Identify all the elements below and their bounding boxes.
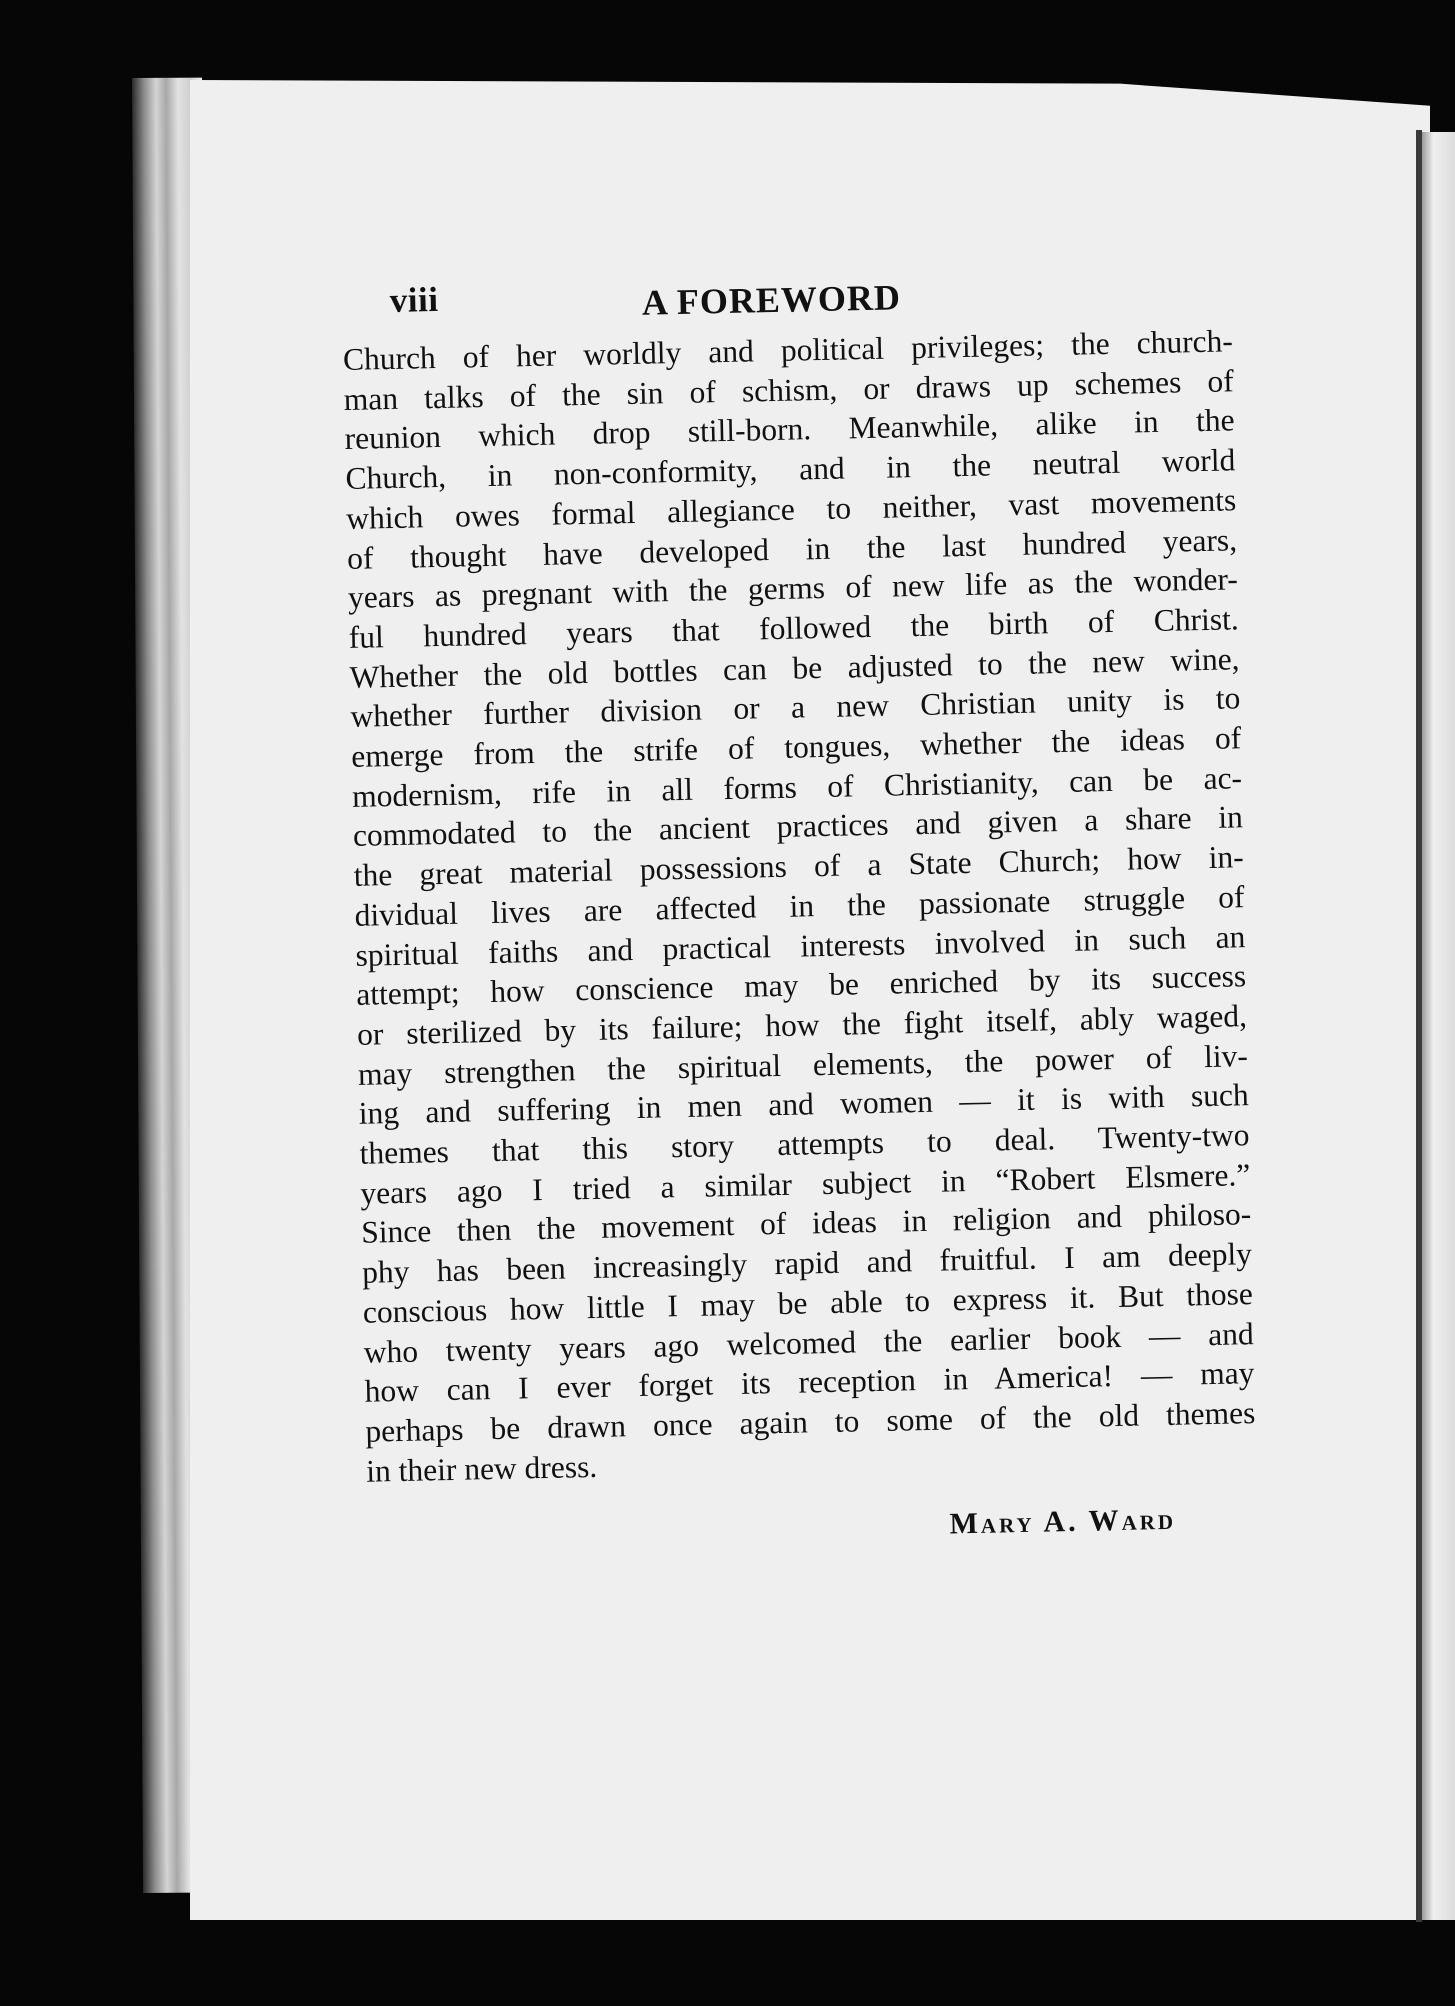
text-line: in their new dress. [365, 1448, 598, 1489]
text-line: modernism, rife in all forms of Christianity, can be ac- [351, 759, 1243, 814]
text-line: dividual lives are affected in the passionate struggle of [354, 879, 1245, 933]
text-line: who twenty years ago welcomed the earlier book — and [363, 1315, 1254, 1370]
text-line: man talks of the sin of schism, or draws up schemes of [343, 363, 1235, 417]
text-line: years as pregnant with the germs of new life as the wonder- [347, 561, 1239, 616]
text-line: spiritual faiths and practical interests involved in such an [355, 918, 1246, 973]
running-title: A FOREWORD [641, 277, 902, 323]
text-line: phy has been increasingly rapid and fruitful. I am deeply [361, 1236, 1253, 1290]
text-line: whether further division or a new Christian unity is to [350, 680, 1241, 735]
author-signature: Mary A. Ward [949, 1503, 1177, 1541]
text-line: how can I ever forget its reception in America! — may [364, 1355, 1255, 1410]
text-line: Church, in non-conformity, and in the neutral world [345, 442, 1236, 497]
foreword-body [343, 321, 1257, 1491]
text-line: may strengthen the spiritual elements, the power of liv- [357, 1037, 1249, 1092]
text-line: which owes formal allegiance to neither, vast movements [345, 482, 1237, 536]
adjacent-page-edge [1422, 132, 1455, 1920]
text-line: years ago I tried a similar subject in “Robert Elsmere.” [360, 1156, 1251, 1211]
text-line: Whether the old bottles can be adjusted to the new wine, [349, 640, 1240, 695]
text-line: ful hundred years that followed the birth of Christ. [348, 601, 1239, 655]
text-line: or sterilized by its failure; how the fight itself, ably waged, [356, 998, 1248, 1052]
text-line: Since then the movement of ideas in religion and philoso- [360, 1196, 1252, 1251]
text-line: commodated to the ancient practices and given a share in [352, 799, 1244, 854]
foreword-text-block [341, 245, 1258, 1554]
text-line: ing and suffering in men and women — it is with such [358, 1077, 1249, 1132]
text-line: perhaps be drawn once again to some of the old themes [365, 1395, 1256, 1449]
text-line: emerge from the strife of tongues, whether the ideas of [350, 720, 1242, 774]
text-line: attempt; how conscience may be enriched by its success [355, 958, 1247, 1013]
text-line: of thought have developed in the last hundred years, [346, 521, 1238, 576]
page-number: viii [389, 279, 439, 320]
text-line: reunion which drop still-born. Meanwhile, alike in the [344, 402, 1235, 457]
text-line: conscious how little I may be able to express it. But those [362, 1276, 1254, 1330]
text-line: Church of her worldly and political privileges; the church- [342, 323, 1234, 377]
text-line: the great material possessions of a State Church; how in- [353, 839, 1244, 894]
text-line: themes that this story attempts to deal. Twenty-two [359, 1117, 1250, 1171]
